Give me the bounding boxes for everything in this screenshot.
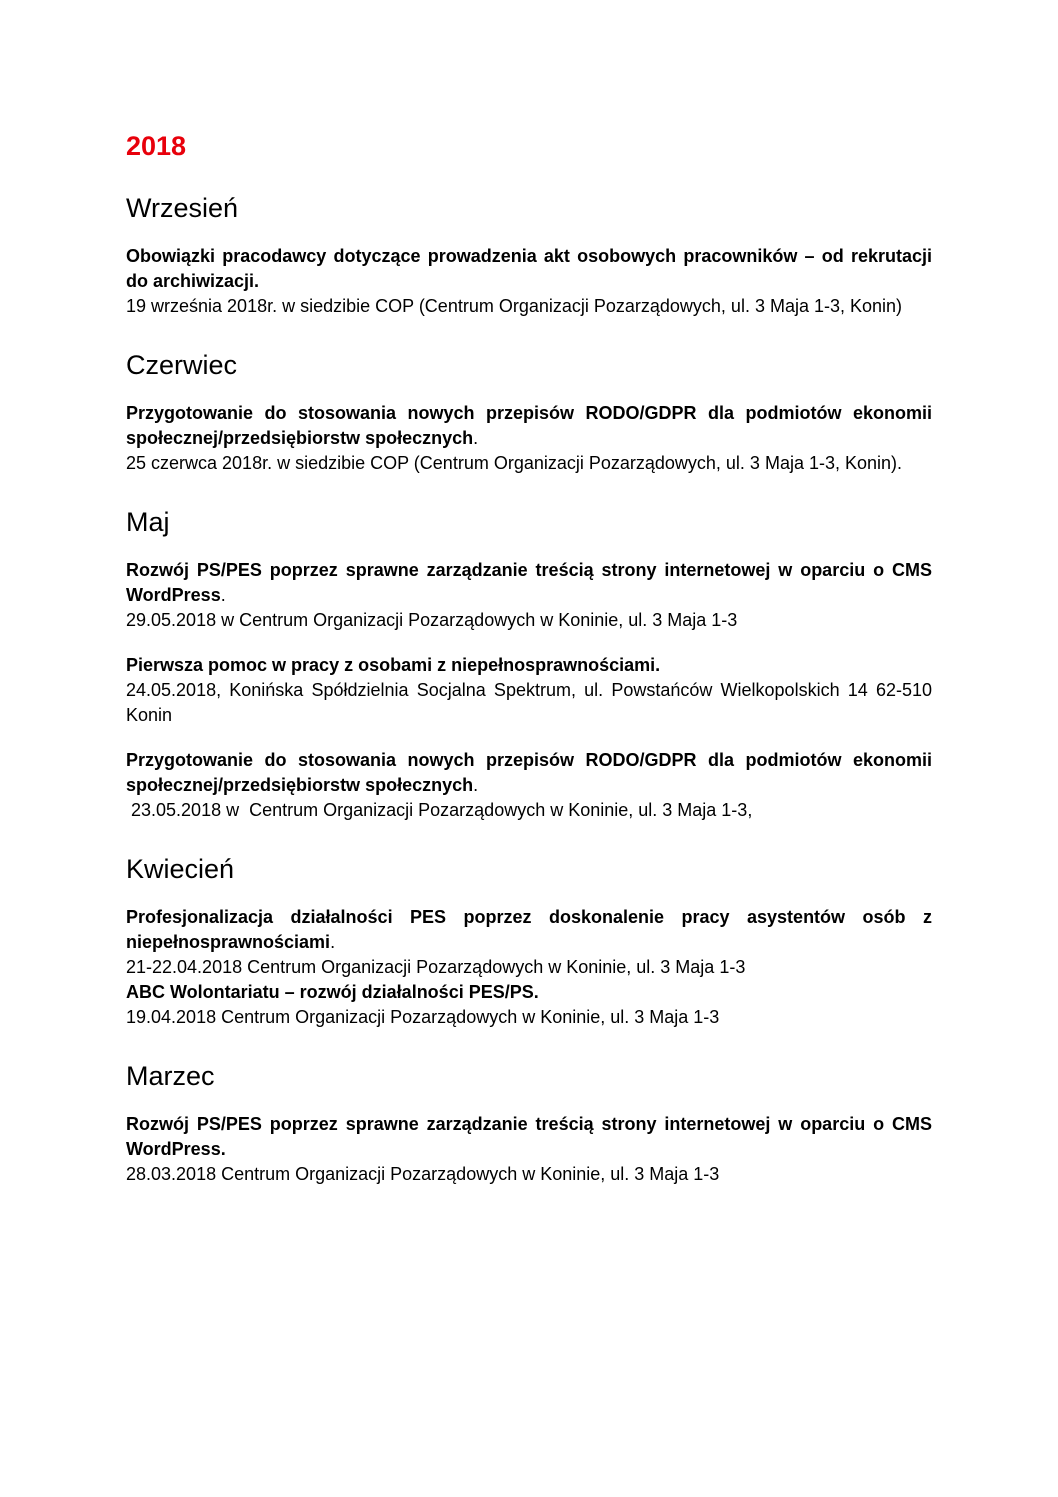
event-entry [126, 244, 932, 319]
event-entry [126, 905, 932, 980]
event-details: 24.05.2018, Konińska Spółdzielnia Socjalna Spektrum, ul. Powstańców Wielkopolskich 14 62-510 Konin [126, 680, 932, 725]
event-details: 19 września 2018r. w siedzibie COP (Centrum Organizacji Pozarządowych, ul. 3 Maja 1-3, Konin) [126, 296, 903, 316]
event-details: 28.03.2018 Centrum Organizacji Pozarządowych w Koninie, ul. 3 Maja 1-3 [126, 1164, 720, 1184]
event-entry [126, 558, 932, 633]
event-title-suffix: . [473, 428, 479, 448]
event-title [126, 401, 932, 451]
event-title-suffix: . [220, 585, 226, 605]
month-heading-marzec: Marzec [126, 1061, 215, 1091]
document-page [126, 128, 932, 1187]
event-details: 23.05.2018 w Centrum Organizacji Pozarządowych w Koninie, ul. 3 Maja 1-3, [126, 800, 753, 820]
month-heading-wrzesien: Wrzesień [126, 193, 239, 223]
event-entry [126, 1112, 932, 1187]
event-entry [126, 653, 932, 728]
event-details: 21-22.04.2018 Centrum Organizacji Pozarządowych w Koninie, ul. 3 Maja 1-3 [126, 957, 746, 977]
event-details: 29.05.2018 w Centrum Organizacji Pozarządowych w Koninie, ul. 3 Maja 1-3 [126, 610, 738, 630]
event-details: 25 czerwca 2018r. w siedzibie COP (Centrum Organizacji Pozarządowych, ul. 3 Maja 1-3, Konin). [126, 453, 903, 473]
month-heading-maj: Maj [126, 507, 170, 537]
event-title-text: Profesjonalizacja działalności PES poprzez doskonalenie pracy asystentów osób z niepełnosprawnościami [126, 907, 932, 952]
event-entry [126, 980, 932, 1030]
event-title [126, 558, 932, 608]
event-title: Rozwój PS/PES poprzez sprawne zarządzanie treścią strony internetowej w oparciu o CMS WordPress. [126, 1114, 932, 1159]
event-title: ABC Wolontariatu – rozwój działalności PES/PS. [126, 982, 539, 1002]
event-title-text: Rozwój PS/PES poprzez sprawne zarządzanie treścią strony internetowej w oparciu o CMS WordPress [126, 560, 932, 605]
event-entry [126, 401, 932, 476]
event-title: Obowiązki pracodawcy dotyczące prowadzenia akt osobowych pracowników – od rekrutacji do archiwizacji. [126, 246, 932, 291]
event-title-text: Przygotowanie do stosowania nowych przepisów RODO/GDPR dla podmiotów ekonomii społecznej/przedsiębiorstw społecznych [126, 750, 932, 795]
year-heading: 2018 [126, 131, 187, 161]
event-title [126, 748, 932, 798]
event-title [126, 905, 932, 955]
event-entry [126, 748, 932, 823]
event-title-text: Przygotowanie do stosowania nowych przepisów RODO/GDPR dla podmiotów ekonomii społecznej/przedsiębiorstw społecznych [126, 403, 932, 448]
event-title-suffix: . [330, 932, 336, 952]
event-title: Pierwsza pomoc w pracy z osobami z niepełnosprawnościami. [126, 655, 661, 675]
month-heading-kwiecien: Kwiecień [126, 854, 235, 884]
event-title-suffix: . [473, 775, 479, 795]
month-heading-czerwiec: Czerwiec [126, 350, 238, 380]
event-details: 19.04.2018 Centrum Organizacji Pozarządowych w Koninie, ul. 3 Maja 1-3 [126, 1007, 720, 1027]
